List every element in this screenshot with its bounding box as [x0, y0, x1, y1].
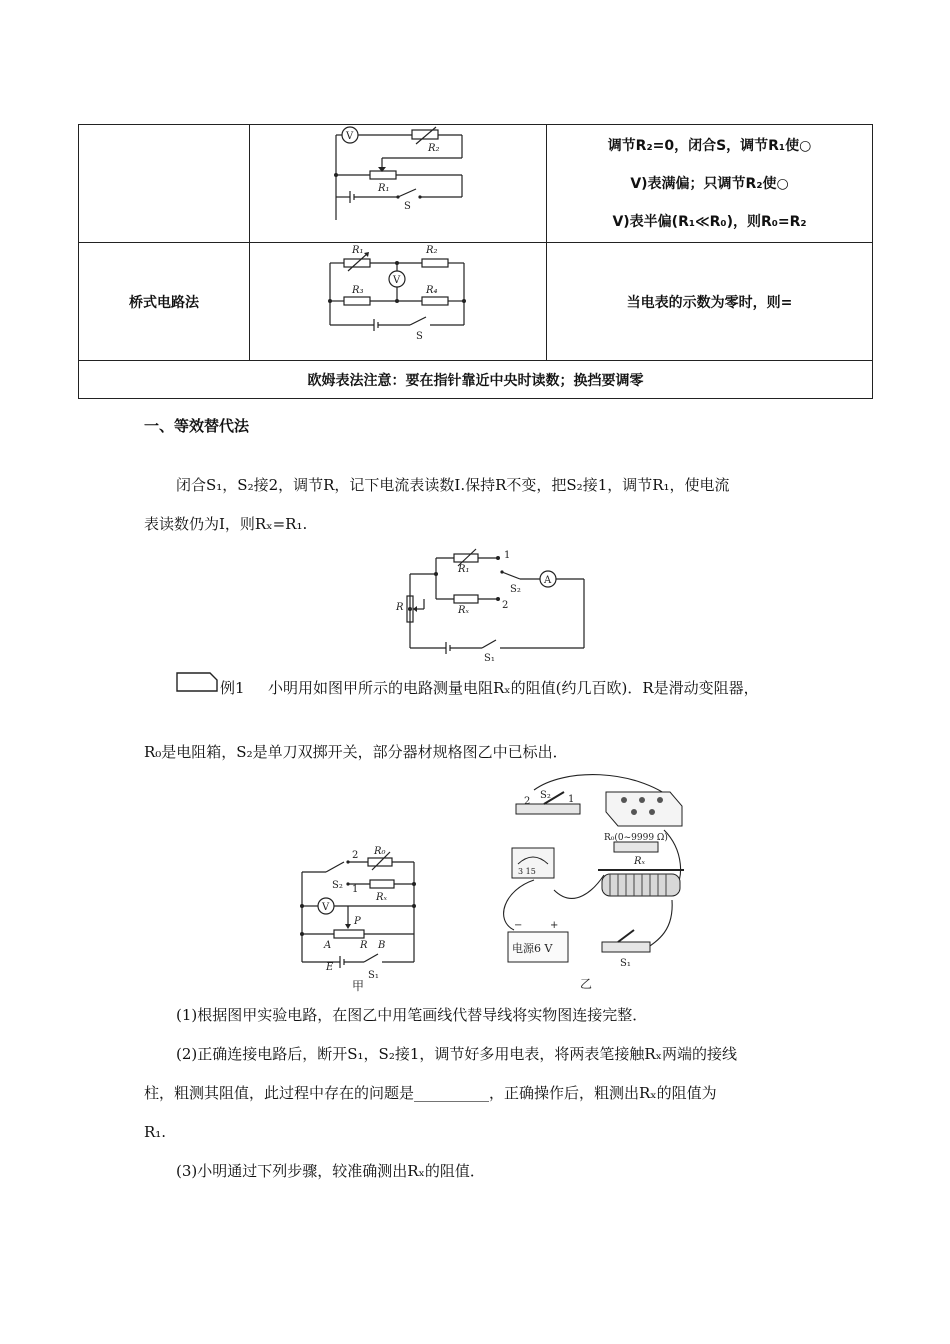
description-cell: 当电表的示数为零时，则= — [547, 243, 873, 361]
terminal-1-label: 1 — [568, 794, 575, 805]
r1-label: R₁ — [378, 183, 390, 194]
question-2: (2)正确连接电路后，断开S₁，S₂接1，调节好多用电表，将两表笔接触Rₓ两端的接线 — [176, 1045, 738, 1063]
s2-label: S₂ — [510, 584, 521, 595]
voltmeter-label: V — [393, 275, 401, 286]
table-row — [79, 125, 873, 243]
r0-label: R₀ — [374, 846, 386, 857]
rx-label: Rₓ — [634, 856, 646, 867]
question-1: (1)根据图甲实验电路，在图乙中用笔画线代替导线将实物图连接完整． — [176, 1006, 648, 1024]
methods-table — [78, 124, 873, 399]
terminal-2-label: 2 — [524, 796, 531, 807]
rheostat-label: R — [360, 940, 368, 951]
description-line: 调节R₂=0，闭合S，调节R₁使○ — [607, 137, 812, 154]
circuit-cell — [250, 243, 547, 361]
power-supply-label: 电源6 V — [512, 942, 553, 955]
voltmeter-label: V — [322, 902, 330, 913]
question-2-cont: R₁. — [144, 1123, 167, 1141]
s2-label: S₂ — [332, 880, 343, 891]
question-2-cont: 柱，粗测其阻值，此过程中存在的问题是__________，正确操作后，粗测出Rₓ的阻值为 — [144, 1084, 717, 1102]
minus-terminal-label: − — [514, 920, 523, 931]
circuit-jia — [290, 836, 430, 992]
meter-scale-label: 3 15 — [518, 867, 536, 876]
description-cell — [547, 125, 873, 243]
bridge-circuit — [250, 243, 547, 356]
r0-label: R₀(0~9999 Ω) — [604, 833, 668, 843]
s2-label: S₂ — [540, 790, 551, 801]
ammeter-label: A — [544, 575, 552, 586]
table-row — [79, 243, 873, 361]
voltmeter-label: V — [346, 131, 354, 142]
switch-label: S — [416, 331, 423, 342]
question-3: (3)小明通过下列步骤，较准确测出Rₓ的阻值． — [176, 1162, 485, 1180]
r3-label: R₃ — [352, 285, 364, 296]
plus-terminal-label: + — [550, 920, 559, 931]
rx-label: Rₓ — [376, 892, 388, 903]
terminal-2-label: 2 — [502, 600, 509, 611]
table-footer: 欧姆表法注意：要在指针靠近中央时读数；换挡要调零 — [79, 361, 873, 399]
figure-caption: 甲 — [352, 979, 365, 992]
method-cell: 桥式电路法 — [79, 243, 250, 361]
terminal-2-label: 2 — [352, 850, 359, 861]
r4-label: R₄ — [426, 285, 438, 296]
paragraph-line: 表读数仍为I，则Rₓ=R₁. — [144, 515, 308, 533]
method-cell — [79, 125, 250, 243]
battery-label: E — [326, 962, 334, 973]
rx-label: Rₓ — [458, 605, 470, 616]
section-heading: 一、等效替代法 — [144, 417, 250, 435]
end-b-label: B — [378, 940, 386, 951]
example-text: 小明用如图甲所示的电路测量电阻Rₓ的阻值(约几百欧)．R是滑动变阻器， — [268, 679, 759, 697]
r2-label: R₂ — [426, 245, 438, 256]
substitution-circuit — [390, 544, 600, 662]
description-line: V)表半偏(R₁≪R₀)，则R₀=R₂ — [612, 213, 807, 230]
example-tag-icon — [176, 672, 218, 692]
terminal-1-label: 1 — [352, 884, 359, 895]
example-label: 例1 — [220, 679, 245, 697]
s1-label: S₁ — [484, 653, 495, 662]
s1-label: S₁ — [620, 958, 631, 969]
apparatus-yi — [494, 770, 694, 992]
terminal-1-label: 1 — [504, 550, 511, 561]
s1-label: S₁ — [368, 970, 379, 981]
slider-p-label: P — [354, 916, 361, 927]
half-deflection-circuit — [250, 125, 547, 238]
description-line: V)表满偏；只调节R₂使○ — [630, 175, 789, 192]
end-a-label: A — [324, 940, 332, 951]
r1-label: R₁ — [352, 245, 364, 256]
circuit-cell — [250, 125, 547, 243]
r-label: R — [396, 602, 404, 613]
r2-label: R₂ — [428, 143, 440, 154]
switch-label: S — [404, 201, 411, 212]
table-row — [79, 361, 873, 399]
paragraph-line: 闭合S₁，S₂接2，调节R，记下电流表读数I.保持R不变，把S₂接1，调节R₁，使电流 — [176, 476, 730, 494]
r1-label: R₁ — [458, 564, 470, 575]
example-text: R₀是电阻箱，S₂是单刀双掷开关，部分器材规格图乙中已标出． — [144, 743, 568, 761]
figure-caption: 乙 — [580, 977, 593, 991]
